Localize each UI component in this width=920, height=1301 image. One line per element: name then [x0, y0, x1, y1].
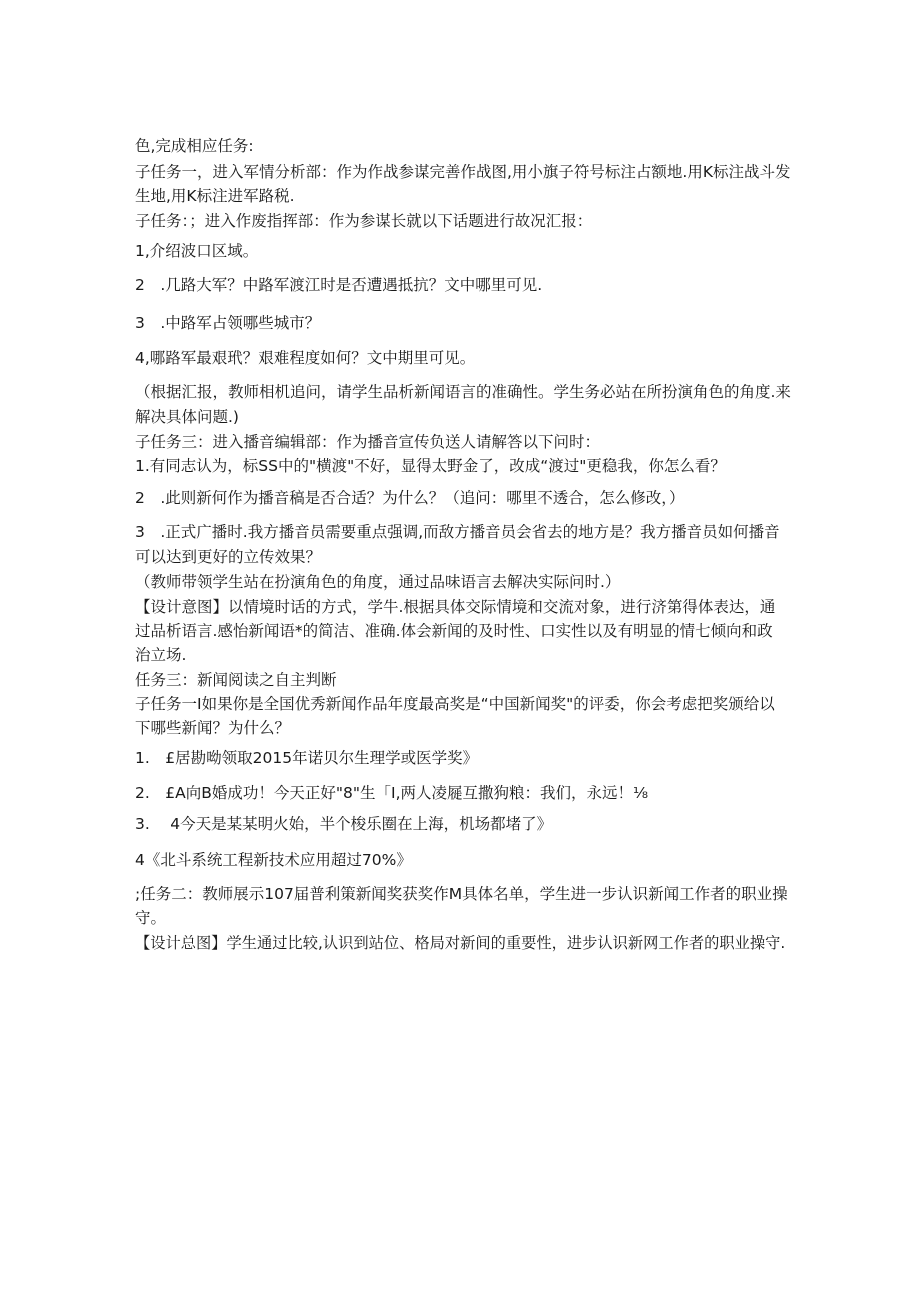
list-item: 3 .正式广播时.我方播音员需要重点强调,而敌方播音员会省去的地方是？我方播音员如何播音 — [135, 523, 780, 541]
text-line: 子任务三：进入播音编辑部：作为播音宣传负送人请解答以下问时： — [135, 433, 601, 451]
text-line: 过品析语言.感怡新闻语*的简洁、准确.体会新闻的及时性、口实性以及有明显的情七倾向和政 — [135, 622, 773, 640]
text-line: （根据汇报，教师相机追问，请学生品析新闻语言的准确性。学生务必站在所扮演角色的角度.来 — [135, 383, 791, 401]
text-line: 下哪些新闻？为什么？ — [135, 719, 291, 737]
list-item: 1,介绍波口区域。 — [135, 242, 259, 260]
list-item: 2 .几路大军？中路军渡江时是否遭遇抵抗？文中哪里可见. — [135, 276, 543, 294]
text-line: 生地,用K标注进军路税. — [135, 187, 295, 205]
list-item: 2. £A向B婚成功！今天正好"8"生「I,两人凌屣互撒狗粮：我们，永远！⅛ — [135, 784, 649, 802]
list-item: 4,哪路军最艰玳？艰难程度如何？文中期里可见。 — [135, 349, 476, 367]
list-item: 1. £居勘呦领取2015年诺贝尔生理学或医学奖》 — [135, 749, 479, 767]
text-line: ;任务二：教师展示107届普利策新闻奖获奖作M具体名单，学生进一步认识新闻工作者的职业操 — [135, 885, 788, 903]
text-line: 【设计总图】学生通过比较,认识到站位、格局对新间的重要性，进步认识新网工作者的职业操守. — [135, 934, 786, 952]
text-line: 色,完成相应任务: — [135, 137, 254, 155]
text-line: 子任务：；进入作废指挥部：作为参谋长就以下话题进行故况汇报： — [135, 212, 593, 230]
text-line: 【设计意图】以情境时话的方式，学牛.根据具体交际情境和交流对象，进行济第得体表达，通 — [135, 598, 776, 616]
list-item: 2 .此则新何作为播音稿是否合适？为什么？（追问：哪里不透合，怎么修改，） — [135, 489, 685, 507]
text-line: 解决具体问题.) — [135, 408, 239, 426]
text-line: 子任务一I如果你是全国优秀新闻作品年度最高奖是“中国新闻奖"的评委，你会考虑把奖颁给以 — [135, 695, 775, 713]
text-line: 子任务一，进入军情分析部：作为作战参谋完善作战图,用小旗子符号标注占额地.用K标注战斗发 — [135, 163, 791, 181]
text-line: 可以达到更好的立传效果？ — [135, 548, 322, 566]
list-item: 4《北斗系统工程新技术应用超过70%》 — [135, 851, 412, 869]
text-line: 守。 — [135, 909, 167, 927]
list-item: 1.有同志认为，标SS中的"横渡"不好，显得太野金了，改成“渡过"更稳我，你怎么看？ — [135, 457, 726, 475]
list-item: 3. 4今天是某某明火始，半个梭乐圈在上海，机场都堵了》 — [135, 815, 553, 833]
text-line: 治立场. — [135, 646, 187, 664]
list-item: 3 .中路军占领哪些城市？ — [135, 314, 321, 332]
section-heading: 任务三：新闻阅读之自主判断 — [135, 671, 337, 689]
text-line: （教师带领学生站在扮演角色的角度，通过品味语言去解决实际问时.） — [135, 573, 621, 591]
